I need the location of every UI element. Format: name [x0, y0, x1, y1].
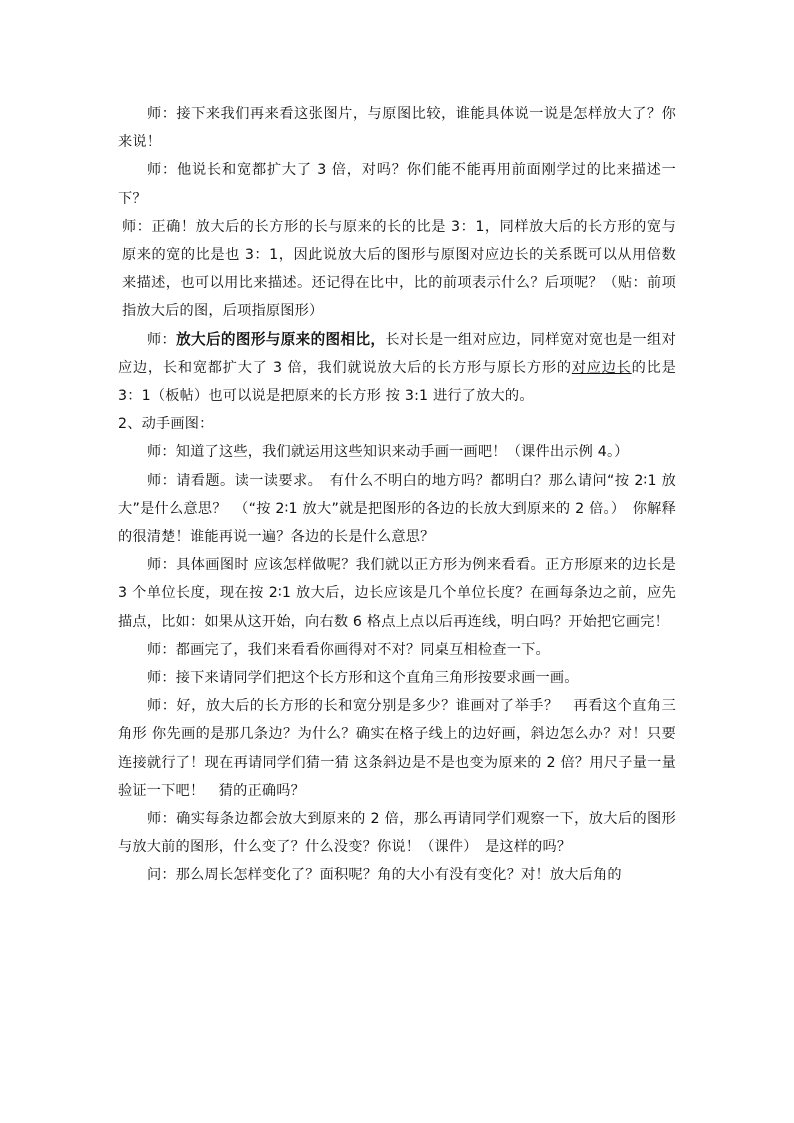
speaker-label: 师：: [147, 331, 177, 348]
paragraph-8: 师：具体画图时 应该怎样做呢？我们就以正方形为例来看看。正方形原来的边长是 3 个单位长度，现在按 2∶1 放大后，边长应该是几个单位长度？在画每条边之前，应先描点，比如：如果从这开始，向右数 6 格点上点以后再连线，明白吗？开始把它画完！: [118, 557, 676, 630]
paragraph-2: 师：他说长和宽都扩大了 3 倍，对吗？你们能不能再用前面刚学过的比来描述一下？: [118, 162, 676, 207]
paragraph-10: 师：接下来请同学们把这个长方形和这个直角三角形按要求画一画。: [147, 670, 579, 687]
underlined-phrase: 对应边长: [571, 359, 632, 376]
paragraph-6: 师：知道了这些，我们就运用这些知识来动手画一画吧！（课件出示例 4。）: [147, 444, 629, 461]
paragraph-4-text: 长对长是一组对应边，同样宽对宽也是一组对应边，长和宽都扩大了 3 倍，我们就说放大后的长方形与原长方形的: [118, 331, 676, 376]
paragraph-13: 问：那么周长怎样变化了？面积呢？角的大小有没有变化？对！放大后角的: [147, 867, 622, 884]
bold-phrase: 放大后的图形与原来的图相比，: [176, 330, 386, 348]
document-page: [118, 100, 676, 890]
paragraph-4: [118, 326, 676, 411]
paragraph-9: 师：都画完了，我们来看看你画得对不对？同桌互相检查一下。: [147, 641, 550, 658]
paragraph-4-tail: 的比是 3：1（板帖）也可以说是把原来的长方形 按 3:1 进行了放大的。: [118, 359, 676, 405]
paragraph-7: 师：请看题。读一读要求。 有什么不明白的地方吗？都明白？那么请问“按 2∶1 放大”是什么意思？ （“按 2∶1 放大”就是把图形的各边的长放大到原来的 2 倍。） 你解释的很清楚！谁能再说一遍？各边的长是什么意思？: [118, 472, 676, 546]
paragraph-1: 师：接下来我们再来看这张图片，与原图比较，谁能具体说一说是怎样放大了？你来说！: [118, 106, 676, 151]
paragraph-12: 师：确实每条边都会放大到原来的 2 倍，那么再请同学们观察一下，放大后的图形与放大前的图形，什么变了？什么没变？你说！（课件） 是这样的吗？: [118, 811, 676, 856]
section-heading: 2、动手画图：: [118, 416, 214, 433]
paragraph-11: 师：好，放大后的长方形的长和宽分别是多少？谁画对了举手？ 再看这个直角三角形 你先画的是那几条边？为什么？确实在格子线上的边好画，斜边怎么办？对！只要连接就行了！现在再请同学们猜一猜 这条斜边是不是也变为原来的 2 倍？用尺子量一量验证一下吧！ 猜的正确吗？: [118, 698, 676, 799]
paragraph-3: 师：正确！放大后的长方形的长与原来的长的比是 3：1，同样放大后的长方形的宽与原来的宽的比是也 3：1，因此说放大后的图形与原图对应边长的关系既可以从用倍数来描述，也可以用比来描述。还记得在比中，比的前项表示什么？后项呢？（贴：前项指放大后的图，后项指原图形）: [122, 218, 676, 320]
